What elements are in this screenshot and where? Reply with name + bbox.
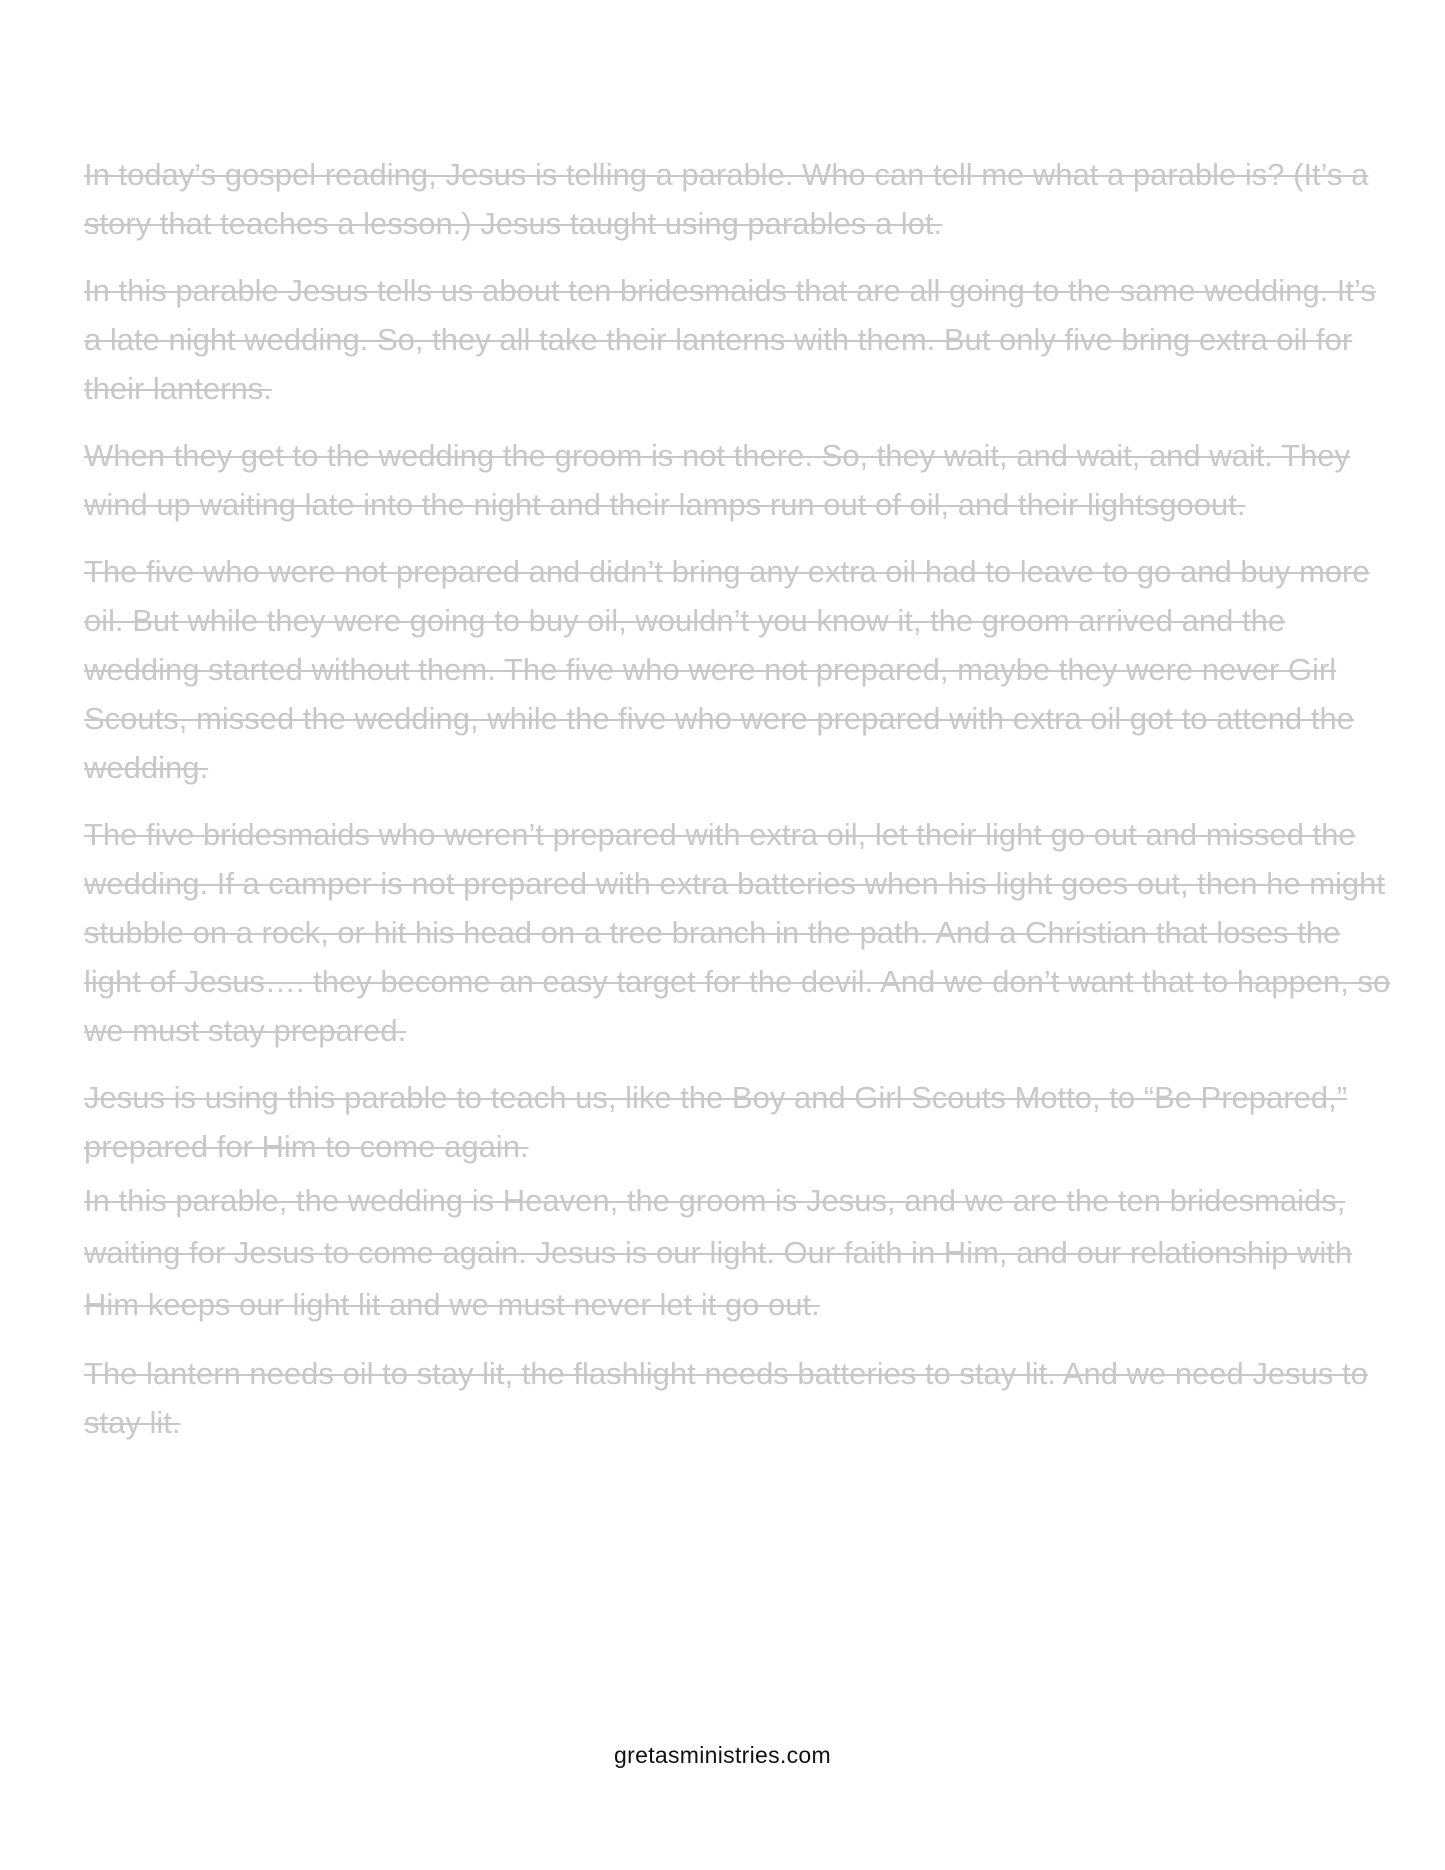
paragraph-waiting-groom: When they get to the wedding the groom is not there. So, they wait, and wait, and wait. They wind up waiting late into the night and their lamps run out of oil, and their lightsgoout.: [84, 438, 1350, 522]
paragraph-be-prepared: Jesus is using this parable to teach us, like the Boy and Girl Scouts Motto, to “Be Prepared,” prepared for Him to come again.: [84, 1080, 1348, 1164]
footer-website: gretasministries.com: [614, 1742, 831, 1768]
document-body: [84, 150, 1394, 1465]
paragraph-parable-intro: In today’s gospel reading, Jesus is telling a parable. Who can tell me what a parable is? (It’s a story that teaches a lesson.) Jesus taught using parables a lot.: [84, 157, 1369, 241]
paragraph-stay-lit: The lantern needs oil to stay lit, the flashlight needs batteries to stay lit. And we need Jesus to stay lit.: [84, 1356, 1368, 1440]
paragraph-not-prepared: The five who were not prepared and didn’t bring any extra oil had to leave to go and buy more oil. But while they were going to buy oil, wouldn’t you know it, the groom arrived and the wedding started without them. The five who were not prepared, maybe they were never Girl Scouts, missed the wedding, while the five who were prepared with extra oil got to attend the wedding.: [84, 554, 1370, 785]
paragraph-parable-meaning: In this parable, the wedding is Heaven, the groom is Jesus, and we are the ten bridesmaids, waiting for Jesus to come again. Jesus is our light. Our faith in Him, and our relationship with Him keeps our light lit and we must never let it go out.: [84, 1183, 1353, 1322]
paragraph-ten-bridesmaids: In this parable Jesus tells us about ten bridesmaids that are all going to the same wedding. It’s a late night wedding. So, they all take their lanterns with them. But only five bring extra oil for their lanterns.: [84, 273, 1376, 406]
paragraph-light-go-out: The five bridesmaids who weren’t prepared with extra oil, let their light go out and missed the wedding. If a camper is not prepared with extra batteries when his light goes out, then he might stubble on a rock, or hit his head on a tree branch in the path. And a Christian that loses the light of Jesus…. they become an easy target for the devil. And we don’t want that to happen, so we must stay prepared.: [84, 817, 1391, 1048]
